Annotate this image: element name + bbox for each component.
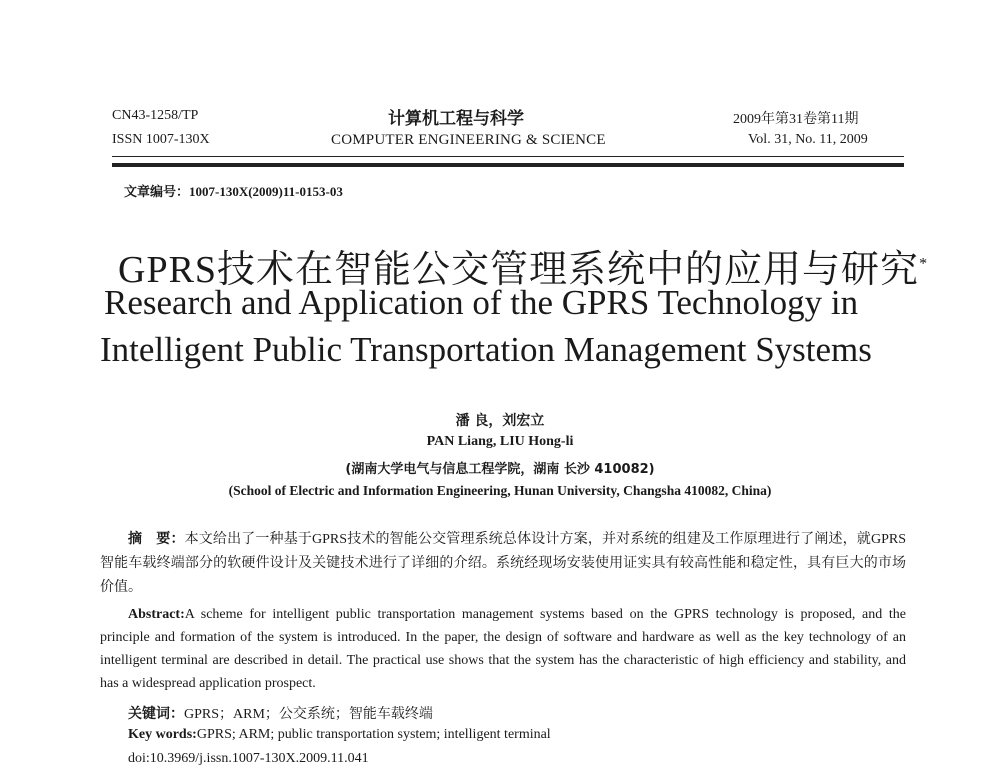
journal-issn: ISSN 1007-130X bbox=[112, 132, 210, 147]
abstract-cn-label: 摘 要： bbox=[128, 532, 185, 547]
keywords-en-label: Key words: bbox=[128, 727, 197, 742]
abstract-en bbox=[100, 603, 906, 695]
journal-title-cn: 计算机工程与科学 bbox=[388, 109, 524, 129]
journal-cn-number: CN43-1258/TP bbox=[112, 108, 199, 123]
title-footnote-mark: * bbox=[919, 255, 929, 273]
affiliation-en: (School of Electric and Information Engineering, Hunan University, Changsha 410082, China) bbox=[228, 483, 772, 498]
keywords-cn-label: 关键词： bbox=[128, 707, 184, 722]
doi: doi:10.3969/j.issn.1007-130X.2009.11.041 bbox=[128, 751, 369, 766]
header-rule-thin bbox=[112, 156, 904, 157]
title-en-line1: Research and Application of the GPRS Technology in bbox=[104, 283, 859, 322]
title-cn-text: GPRS技术在智能公交管理系统中的应用与研究 bbox=[118, 249, 920, 291]
affiliation-cn: (湖南大学电气与信息工程学院，湖南 长沙 410082) bbox=[345, 462, 655, 477]
abstract-en-text: A scheme for intelligent public transportation management systems based on the GPRS technology is proposed, and the principle and formation of the system is introduced. In the paper, the design of software and hardware as well as the key technology of an intelligent terminal are described in detail. The practical use shows that the system has the characteristic of high efficiency and stability, and has a widespread application prospect. bbox=[100, 607, 906, 691]
header-rule-thick bbox=[112, 163, 904, 167]
authors-cn: 潘 良，刘宏立 bbox=[455, 413, 545, 429]
authors-en: PAN Liang, LIU Hong-li bbox=[426, 434, 574, 449]
keywords-cn bbox=[128, 703, 433, 723]
abstract-cn bbox=[100, 528, 906, 600]
journal-title-en: COMPUTER ENGINEERING & SCIENCE bbox=[331, 132, 606, 148]
article-number: 文章编号：1007-130X(2009)11-0153-03 bbox=[124, 184, 343, 199]
title-en-line2: Intelligent Public Transportation Management Systems bbox=[100, 330, 872, 369]
journal-issue-cn: 2009年第31卷第11期 bbox=[733, 112, 859, 127]
keywords-cn-text: GPRS；ARM；公交系统；智能车载终端 bbox=[184, 707, 433, 722]
journal-issue-en: Vol. 31, No. 11, 2009 bbox=[748, 132, 868, 147]
abstract-cn-text: 本文给出了一种基于GPRS技术的智能公交管理系统总体设计方案，并对系统的组建及工作原理进行了阐述，就GPRS智能车载终端部分的软硬件设计及关键技术进行了详细的介绍。系统经现场安装使用证实具有较高性能和稳定性，具有巨大的市场价值。 bbox=[100, 532, 906, 595]
keywords-en bbox=[128, 727, 551, 743]
keywords-en-text: GPRS; ARM; public transportation system; intelligent terminal bbox=[196, 727, 551, 742]
abstract-en-label: Abstract: bbox=[128, 607, 185, 622]
